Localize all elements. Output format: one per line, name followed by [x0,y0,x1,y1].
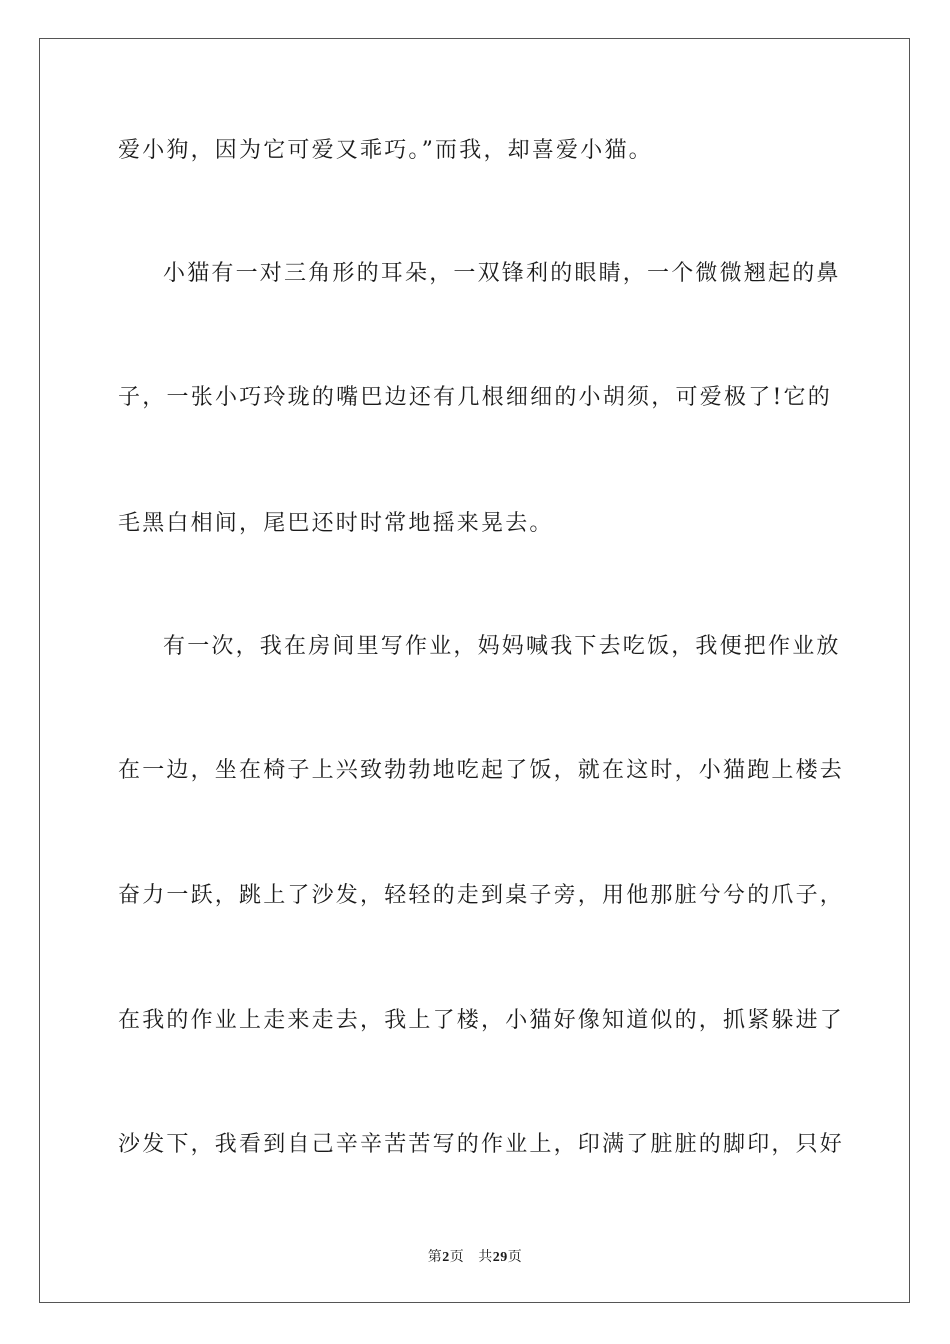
text-line-5: 有一次，我在房间里写作业，妈妈喊我下去吃饭，我便把作业放 [163,634,841,659]
text-line-4: 毛黑白相间，尾巴还时时常地摇来晃去。 [118,511,554,536]
page-number: 2 [442,1250,450,1265]
page-footer [0,1247,950,1268]
page-suffix: 页 [449,1249,465,1265]
text-line-1: 爱小狗，因为它可爱又乖巧。”而我，却喜爱小猫。 [118,138,653,163]
page-border [39,38,910,1303]
text-line-3: 子，一张小巧玲珑的嘴巴边还有几根细细的小胡须，可爱极了!它的 [118,385,832,410]
text-line-6: 在一边，坐在椅子上兴致勃勃地吃起了饭，就在这时，小猫跑上楼去 [118,758,845,783]
page-prefix: 第 [427,1249,443,1265]
total-pages: 29 [492,1250,508,1265]
total-suffix: 页 [507,1249,523,1265]
text-line-8: 在我的作业上走来走去，我上了楼，小猫好像知道似的，抓紧躲进了 [118,1008,845,1033]
total-prefix: 共 [478,1249,493,1265]
text-line-9: 沙发下，我看到自己辛辛苦苦写的作业上，印满了脏脏的脚印，只好 [118,1132,845,1157]
text-line-2: 小猫有一对三角形的耳朵，一双锋利的眼睛，一个微微翘起的鼻 [163,261,841,286]
text-line-7: 奋力一跃，跳上了沙发，轻轻的走到桌子旁，用他那脏兮兮的爪子， [118,883,845,908]
